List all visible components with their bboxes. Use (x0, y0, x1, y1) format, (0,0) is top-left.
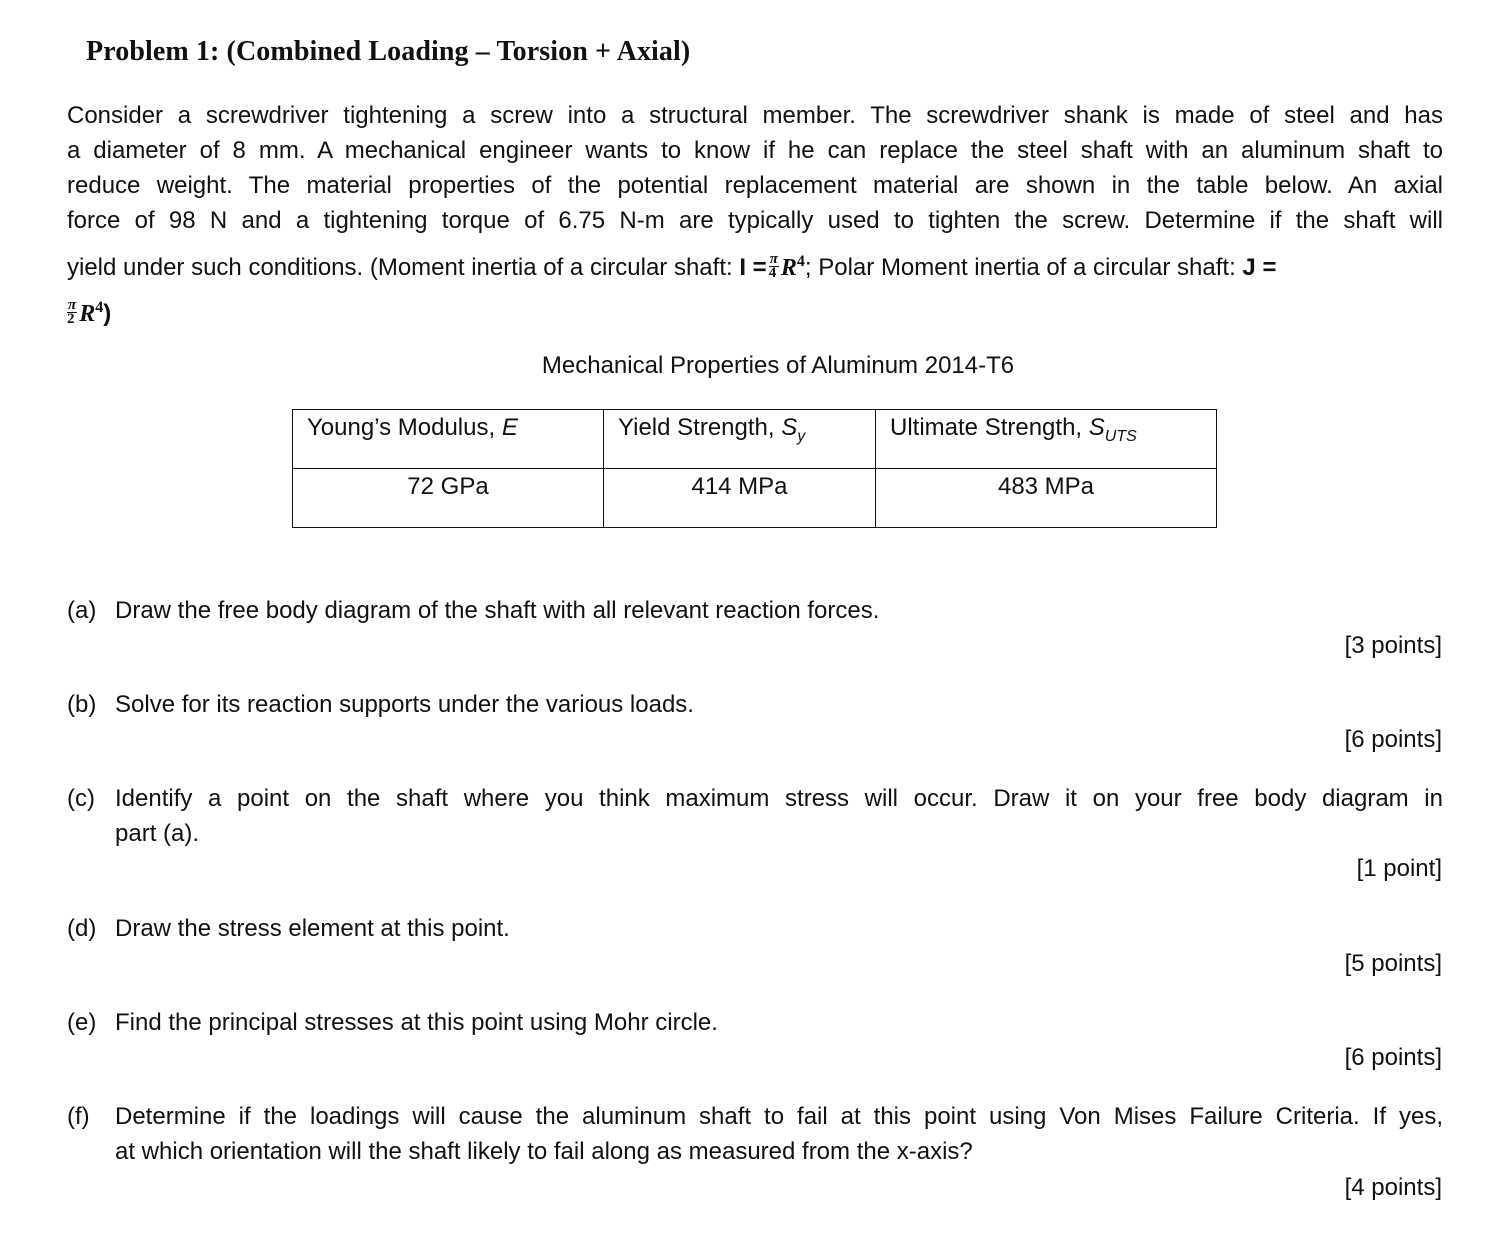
radius-symbol-2: R (79, 301, 96, 327)
equals-sign-2: = (1255, 254, 1277, 281)
intro-line-2: a diameter of 8 mm. A mechanical engineer wants to know if he can replace the steel shaft with an aluminum shaft to (67, 137, 1443, 164)
pi-over-two-fraction (67, 299, 77, 326)
intro-line-5 (67, 244, 1443, 286)
pi-over-four-fraction (769, 253, 779, 280)
intro-line-4: force of 98 N and a tightening torque of 6.75 N-m are typically used to tighten the screw. Determine if the shaft will (67, 207, 1443, 234)
intro-line-3: reduce weight. The material properties of the potential replacement material are shown in the table below. An axial (67, 172, 1443, 199)
part-e-text: Find the principal stresses at this point using Mohr circle. (115, 1009, 718, 1036)
header-symbol: E (501, 414, 518, 441)
radius-power-term (781, 255, 805, 281)
part-d (67, 911, 1443, 946)
part-b-points: [6 points] (1344, 726, 1442, 753)
properties-table (292, 409, 1217, 528)
radius-exponent-2: 4 (95, 299, 104, 316)
table-caption: Mechanical Properties of Aluminum 2014-T6 (541, 352, 1015, 379)
part-f-text-line-2: at which orientation will the shaft likely to fail along as measured from the x-axis? (115, 1138, 973, 1165)
header-subscript: y (797, 427, 806, 445)
fraction-numerator-pi-2: π (68, 297, 77, 314)
part-d-text: Draw the stress element at this point. (115, 915, 510, 942)
intro-line-1: Consider a screwdriver tightening a screw into a structural member. The screwdriver shank is made of steel and has (67, 102, 1443, 129)
header-youngs-modulus (293, 410, 604, 469)
part-f-text-line-1: Determine if the loadings will cause the aluminum shaft to fail at this point using Von Mises Failure Criteria. If yes, (115, 1103, 1443, 1130)
part-f-points: [4 points] (1344, 1174, 1442, 1201)
equals-sign: = (746, 254, 767, 281)
part-e-points: [6 points] (1344, 1044, 1442, 1071)
value-youngs-modulus: 72 GPa (293, 469, 604, 528)
header-subscript: UTS (1104, 427, 1137, 445)
part-b-label: (b) (67, 691, 97, 718)
part-f-label: (f) (67, 1103, 90, 1130)
part-a-points: [3 points] (1344, 632, 1442, 659)
part-a (67, 593, 1443, 628)
moment-inertia-symbol: I (739, 254, 746, 281)
fraction-numerator-pi: π (769, 251, 778, 268)
part-c-text-line-2: part (a). (115, 820, 200, 847)
header-symbol: S (1088, 414, 1105, 441)
part-c-label: (c) (67, 785, 95, 812)
part-a-label: (a) (67, 597, 97, 624)
intro-line-5-text: yield under such conditions. (Moment inertia of a circular shaft: (67, 254, 740, 281)
intro-line-6 (67, 290, 1443, 332)
closing-paren: ) (103, 300, 112, 327)
radius-power-term-2 (79, 301, 103, 327)
part-f (67, 1099, 1443, 1169)
part-d-label: (d) (67, 915, 97, 942)
header-label: Yield Strength, (618, 414, 782, 441)
header-ultimate-strength (876, 410, 1217, 469)
value-ultimate-strength: 483 MPa (876, 469, 1217, 528)
part-b (67, 687, 1443, 722)
part-c-points: [1 point] (1356, 855, 1442, 882)
problem-title: Problem 1: (Combined Loading – Torsion + Axial) (86, 36, 691, 67)
part-b-text: Solve for its reaction supports under the various loads. (115, 691, 694, 718)
table-value-row (293, 469, 1217, 528)
fraction-denominator-two: 2 (67, 311, 75, 328)
part-d-points: [5 points] (1344, 950, 1442, 977)
polar-inertia-text: ; Polar Moment inertia of a circular shaft: (804, 254, 1243, 281)
part-e-label: (e) (67, 1009, 97, 1036)
radius-symbol: R (780, 255, 797, 281)
header-yield-strength (604, 410, 876, 469)
header-label: Ultimate Strength, (890, 414, 1089, 441)
part-a-text: Draw the free body diagram of the shaft with all relevant reaction forces. (115, 597, 880, 624)
part-e (67, 1005, 1443, 1040)
table-header-row (293, 410, 1217, 469)
header-label: Young’s Modulus, (307, 414, 502, 441)
header-symbol: S (781, 414, 798, 441)
problem-statement (67, 98, 1443, 332)
fraction-denominator-four: 4 (768, 265, 777, 282)
part-c-text-line-1: Identify a point on the shaft where you think maximum stress will occur. Draw it on your free body diagram in (115, 785, 1443, 812)
value-yield-strength: 414 MPa (604, 469, 876, 528)
radius-exponent: 4 (796, 253, 805, 270)
part-c (67, 781, 1443, 851)
polar-inertia-symbol: J (1242, 254, 1256, 281)
